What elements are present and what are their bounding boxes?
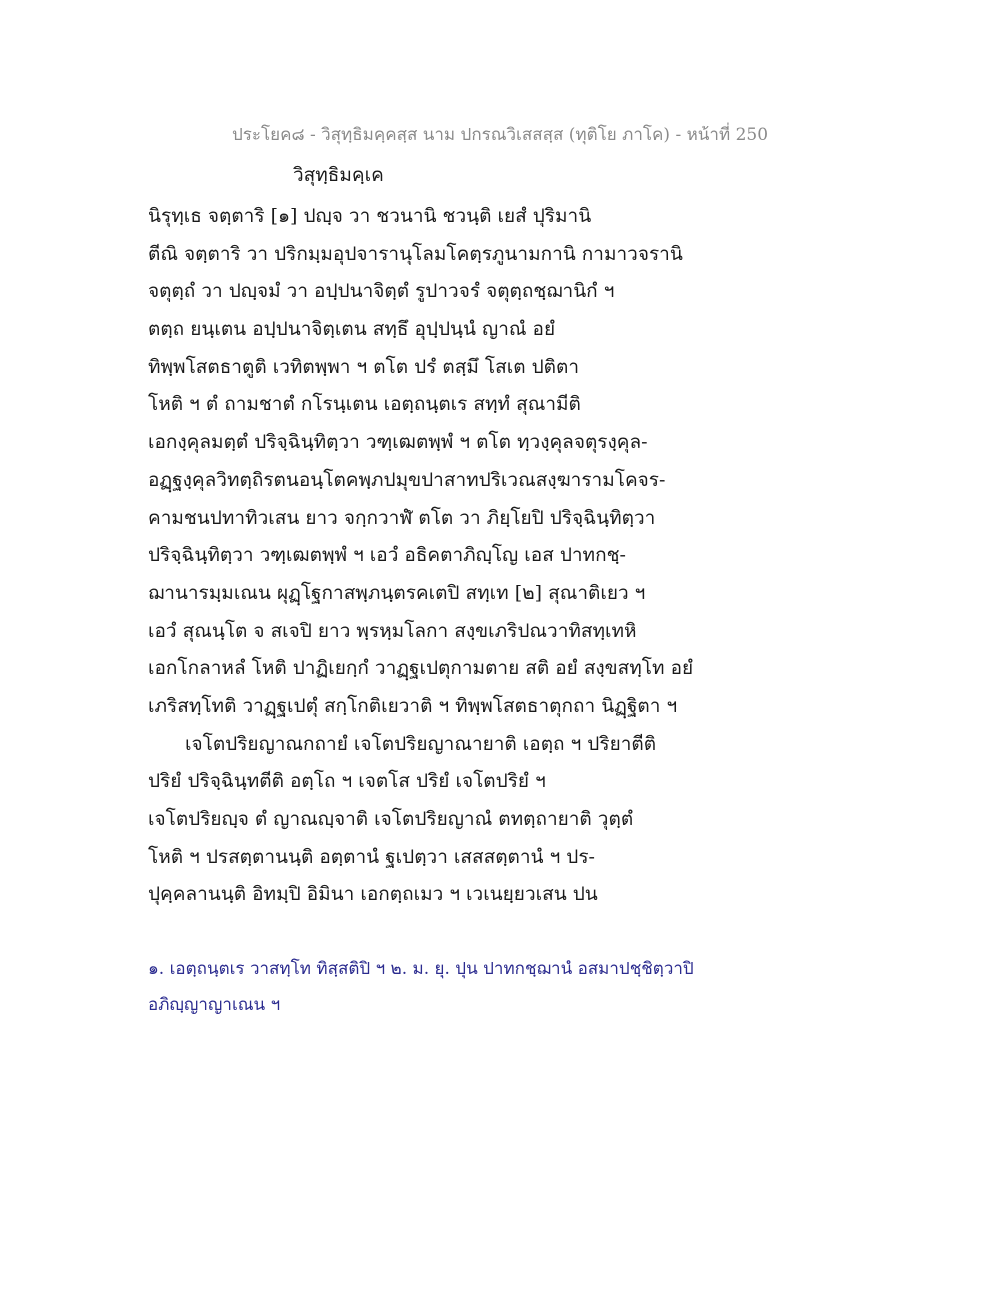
text-line: เภริสทฺโทติ วาฏฺฐเปตุํ สกฺโกติเยวาติ ฯ ทิพฺพโสตธาตุกถา นิฏฺฐิตา ฯ [148,694,678,717]
text-line: เอวํ สุณนฺโต จ สเจปิ ยาว พฺรหฺมโลกา สงฺขเภริปณวาทิสทฺเทหิ [148,619,637,642]
text-line: ปริจฺฉินฺทิตฺวา วฑฺเฒตพฺพํ ฯ เอวํ อธิคตาภิญฺโญ เอส ปาทกชฺ- [148,544,626,567]
footnote-line: ๑. เอตฺถนฺตเร วาสทฺโท ทิสฺสติปิ ฯ ๒. ม. ยุ. ปุน ปาทกชฺฌานํ อสมาปชฺชิตฺวาปิ [148,959,694,979]
text-line: ฌานารมฺมเณน ผุฏฺโฐกาสพฺภนฺตรคเตปิ สทฺเท [๒] สุณาติเยว ฯ [148,581,646,604]
text-line: เอกโกลาหลํ โหติ ปาฏิเยกฺกํ วาฏฺฐเปตุกามตาย สติ อยํ สงฺขสทฺโท อยํ [148,657,694,680]
text-line: โหติ ฯ ตํ ถามชาตํ กโรนฺเตน เอตฺถนฺตเร สทฺทํ สุณามีติ [148,393,581,416]
footnotes [148,951,868,1023]
text-line: คามชนปทาทิวเสน ยาว จกฺกวาฬํ ตโต วา ภิยฺโยปิ ปริจฺฉินฺทิตฺวา [148,506,656,529]
text-line: โหติ ฯ ปรสตฺตานนฺติ อตฺตานํ ฐเปตฺวา เสสสตฺตานํ ฯ ปร- [148,845,595,868]
text-line: ปุคฺคลานนฺติ อิทมฺปิ อิมินา เอกตฺถเมว ฯ เวเนยฺยวเสน ปน [148,883,598,906]
text-line: ตีณิ จตฺตาริ วา ปริกมฺมอุปจารานุโลมโคตฺรภูนามกานิ กามาวจรานิ [148,242,683,265]
text-line: ตตฺถ ยนฺเตน อปฺปนาจิตฺเตน สทฺธึ อุปฺปนฺนํ ญาณํ อยํ [148,318,556,341]
text-line: เจโตปริยญฺจ ตํ ญาณญฺจาติ เจโตปริยญาณํ ตทตฺถายาติ วุตฺตํ [148,808,634,830]
footnote-line: อภิญฺญาญาเณน ฯ [148,995,281,1015]
text-line: ทิพฺพโสตธาตูติ เวทิตพฺพา ฯ ตโต ปรํ ตสฺมึ โสเต ปติตา [148,355,579,378]
page-header: ประโยค๘ - วิสุทฺธิมคฺคสฺส นาม ปกรณวิเสสสฺส (ทุติโย ภาโค) - หน้าที่ 250 [231,125,769,145]
text-line: อฏฺฐงฺคุลวิทตฺถิรตนอนฺโตคพฺภปมุขปาสาทปริเวณสงฺฆารามโคจร- [148,468,666,491]
text-line: เอกงฺคุลมตฺตํ ปริจฺฉินฺทิตฺวา วฑฺเฒตพฺพํ ฯ ตโต ทฺวงฺคุลจตุรงฺคุล- [148,431,648,454]
text-line: จตุตฺถํ วา ปญฺจมํ วา อปฺปนาจิตฺตํ รูปาวจรํ จตุตฺถชฺฌานิกํ ฯ [148,280,615,303]
body-text [148,198,868,914]
text-line: ปริยํ ปริจฺฉินฺทตีติ อตฺโถ ฯ เจตโส ปริยํ เจโตปริยํ ฯ [148,770,546,793]
paragraph-start-line: เจโตปริยญาณกถายํ เจโตปริยญาณายาติ เอตฺถ ฯ ปริยาตีติ [185,732,657,755]
text-line: นิรุทฺเธ จตฺตาริ [๑] ปญฺจ วา ชวนานิ ชวนฺติ เยสํ ปุริมานิ [148,205,592,227]
section-title: วิสุทฺธิมคฺเค [293,164,384,186]
